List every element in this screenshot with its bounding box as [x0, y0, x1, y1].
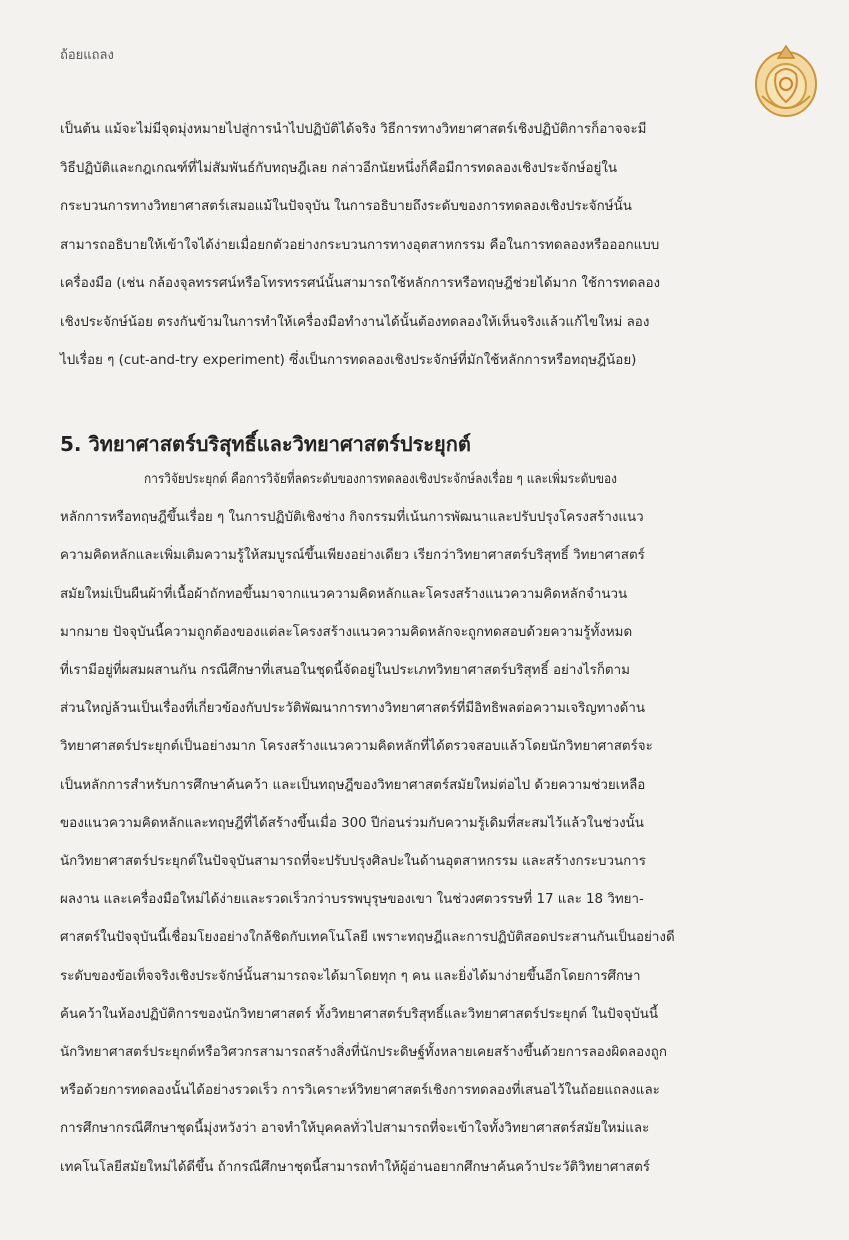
text-line: สมัยใหม่เป็นผืนผ้าที่เนื้อผ้าถักทอขึ้นมาจากแนวความคิดหลักและโครงสร้างแนวความคิดหลักจำนวน	[60, 586, 628, 602]
text-line: เทคโนโลยีสมัยใหม่ได้ดีขึ้น ถ้ากรณีศึกษาชุดนี้สามารถทำให้ผู้อ่านอยากศึกษาค้นคว้าประวัติวิทยาศาสตร์	[60, 1159, 650, 1175]
text-line: เป็นต้น แม้จะไม่มีจุดมุ่งหมายไปสู่การนำไปปฏิบัติได้จริง วิธีการทางวิทยาศาสตร์เชิงปฏิบัติการก็อาจจะมี	[60, 122, 647, 137]
text-line: นักวิทยาศาสตร์ประยุกต์ในปัจจุบันสามารถที่จะปรับปรุงศิลปะในด้านอุตสาหกรรม และสร้างกระบวนการ	[60, 854, 646, 869]
text-line: ของแนวความคิดหลักและทฤษฎีที่ได้สร้างขึ้นเมื่อ 300 ปีก่อนร่วมกับความรู้เดิมที่สะสมไว้แล้วในช่วงนั้น	[60, 815, 644, 831]
text-line: ศาสตร์ในปัจจุบันนี้เชื่อมโยงอย่างใกล้ชิดกับเทคโนโลยี เพราะทฤษฎีและการปฏิบัติสอดประสานกันเป็นอย่างดี	[60, 930, 675, 946]
text-line: ความคิดหลักและเพิ่มเติมความรู้ให้สมบูรณ์ขึ้นเพียงอย่างเดียว เรียกว่าวิทยาศาสตร์บริสุทธิ์ วิทยาศาสตร์	[60, 548, 645, 564]
text-line: กระบวนการทางวิทยาศาสตร์เสมอแม้ในปัจจุบัน ในการอธิบายถึงระดับของการทดลองเชิงประจักษ์นั้น	[60, 199, 632, 214]
text-line: การวิจัยประยุกต์ คือการวิจัยที่ลดระดับของการทดลองเชิงประจักษ์ลงเรื่อย ๆ และเพิ่มระดับของ	[144, 472, 617, 487]
text-line: ระดับของข้อเท็จจริงเชิงประจักษ์นั้นสามารถจะได้มาโดยทุก ๆ คน และยิ่งได้มาง่ายขึ้นอีกโดยการศึกษา	[60, 968, 641, 984]
text-line: นักวิทยาศาสตร์ประยุกต์หรือวิศวกรสามารถสร้างสิ่งที่นักประดิษฐ์ทั้งหลายเคยสร้างขึ้นด้วยการลองผิดลองถูก	[60, 1045, 667, 1060]
page-header: ถ้อยแถลง	[60, 48, 114, 63]
text-line: สามารถอธิบายให้เข้าใจได้ง่ายเมื่อยกตัวอย่างกระบวนการทางอุตสาหกรรม คือในการทดลองหรือออกแบบ	[60, 237, 660, 253]
text-line: ไปเรื่อย ๆ (cut-and-try experiment) ซึ่งเป็นการทดลองเชิงประจักษ์ที่มักใช้หลักการหรือทฤษฎีน้อย)	[60, 353, 637, 368]
section-heading: 5. วิทยาศาสตร์บริสุทธิ์และวิทยาศาสตร์ประยุกต์	[60, 432, 471, 456]
text-line: หลักการหรือทฤษฎีขึ้นเรื่อย ๆ ในการปฏิบัติเชิงช่าง กิจกรรมที่เน้นการพัฒนาและปรับปรุงโครงสร้างแนว	[60, 510, 644, 526]
text-line: ที่เรามีอยู่ที่ผสมผสานกัน กรณีศึกษาที่เสนอในชุดนี้จัดอยู่ในประเภทวิทยาศาสตร์บริสุทธิ์ อย่างไรก็ตาม	[60, 663, 630, 678]
text-line: เป็นหลักการสำหรับการศึกษาค้นคว้า และเป็นทฤษฎีของวิทยาศาสตร์สมัยใหม่ต่อไป ด้วยความช่วยเหลือ	[60, 777, 646, 793]
text-line: ผลงาน และเครื่องมือใหม่ได้ง่ายและรวดเร็วกว่าบรรพบุรุษของเขา ในช่วงศตวรรษที่ 17 และ 18 วิทยา-	[60, 892, 644, 908]
ministry-emblem-logo	[752, 40, 820, 120]
text-line: เครื่องมือ (เช่น กล้องจุลทรรศน์หรือโทรทรรศน์นั้นสามารถใช้หลักการหรือทฤษฎีช่วยได้มาก ใช้การทดลอง	[60, 276, 661, 291]
text-line: มากมาย ปัจจุบันนี้ความถูกต้องของแต่ละโครงสร้างแนวความคิดหลักจะถูกทดสอบด้วยความรู้ทั้งหมด	[60, 624, 633, 640]
text-line: การศึกษากรณีศึกษาชุดนี้มุ่งหวังว่า อาจทำให้บุคคลทั่วไปสามารถที่จะเข้าใจทั้งวิทยาศาสตร์สมัยใหม่และ	[60, 1121, 650, 1137]
text-line: วิธีปฏิบัติและกฎเกณฑ์ที่ไม่สัมพันธ์กับทฤษฎีเลย กล่าวอีกนัยหนึ่งก็คือมีการทดลองเชิงประจักษ์อยู่ใน	[60, 160, 618, 176]
text-line: ส่วนใหญ่ล้วนเป็นเรื่องที่เกี่ยวข้องกับประวัติพัฒนาการทางวิทยาศาสตร์ที่มีอิทธิพลต่อความเจริญทางด้าน	[60, 701, 646, 717]
text-line: วิทยาศาสตร์ประยุกต์เป็นอย่างมาก โครงสร้างแนวความคิดหลักที่ได้ตรวจสอบแล้วโดยนักวิทยาศาสตร์จะ	[60, 739, 653, 755]
text-line: ค้นคว้าในห้องปฏิบัติการของนักวิทยาศาสตร์ ทั้งวิทยาศาสตร์บริสุทธิ์และวิทยาศาสตร์ประยุกต์ ในปัจจุบันนี้	[60, 1006, 659, 1022]
text-line: เชิงประจักษ์น้อย ตรงกันข้ามในการทำให้เครื่องมือทำงานได้นั้นต้องทดลองให้เห็นจริงแล้วแก้ไขใหม่ ลอง	[60, 314, 650, 330]
text-line: หรือด้วยการทดลองนั้นได้อย่างรวดเร็ว การวิเคราะห์วิทยาศาสตร์เชิงการทดลองที่เสนอไว้ในถ้อยแถลงและ	[60, 1083, 660, 1099]
